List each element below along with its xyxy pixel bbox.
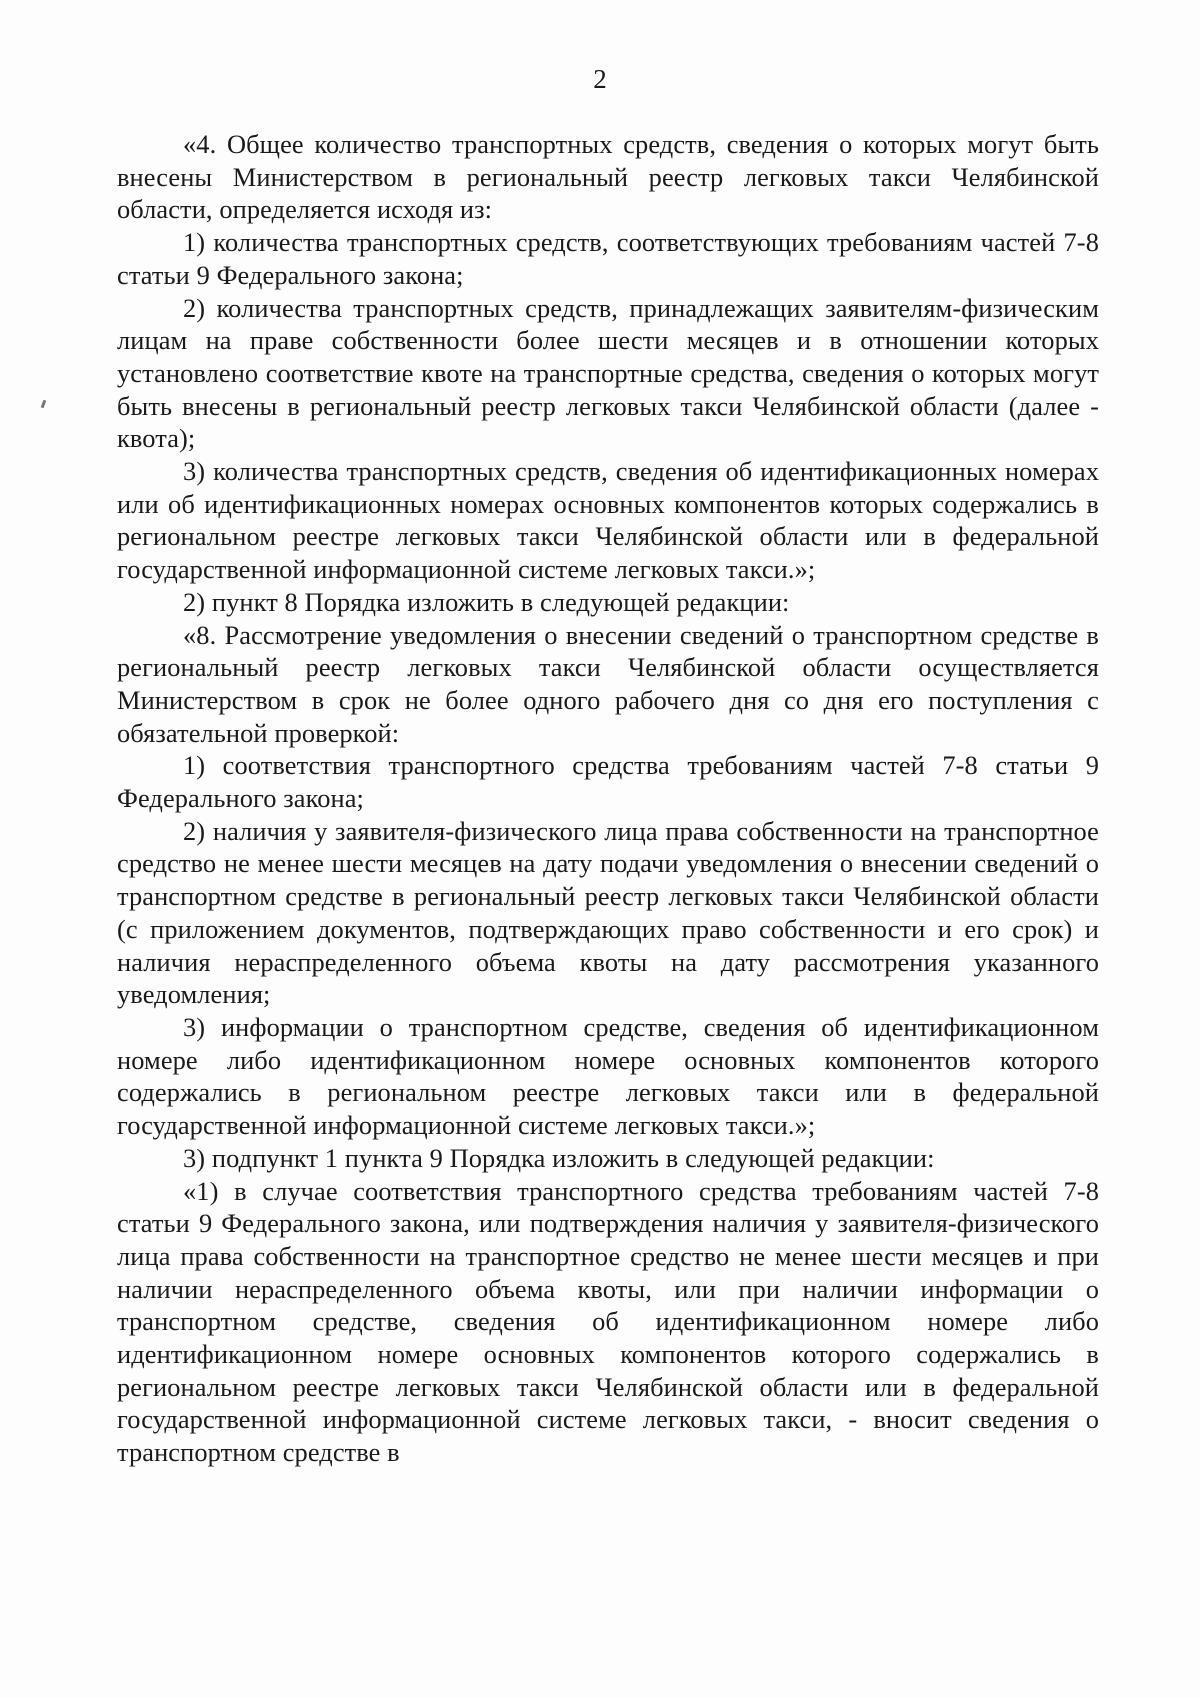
paragraph-subitem-2: 2) количества транспортных средств, принадлежащих заявителям-физическим лицам на праве собственности более шести месяцев и в отношении которых установлено соответствие квоте на транспортные средства, сведения о которых могут быть внесены в региональный реестр легковых такси Челябинской области (далее - квота);: [117, 292, 1099, 454]
margin-mark: [41, 400, 47, 409]
document-body: [117, 128, 1099, 1469]
paragraph-check-3: 3) информации о транспортном средстве, сведения об идентификационном номере либо идентификационном номере основных компонентов которого содержались в региональном реестре легковых такси или в федеральной государственной информационной системе легковых такси.»;: [117, 1011, 1099, 1141]
paragraph-item-4-quota: «4. Общее количество транспортных средств, сведения о которых могут быть внесены Министерством в региональный реестр легковых такси Челябинской области, определяется исходя из:: [117, 129, 1099, 225]
page-number: 2: [593, 64, 607, 94]
paragraph-subitem-1: 1) количества транспортных средств, соответствующих требованиям частей 7-8 статьи 9 Федерального закона;: [117, 227, 1099, 290]
paragraph-amendment-2: 2) пункт 8 Порядка изложить в следующей редакции:: [183, 586, 790, 617]
paragraph-amendment-3: 3) подпункт 1 пункта 9 Порядка изложить в следующей редакции:: [183, 1142, 935, 1173]
paragraph-item-8-review: «8. Рассмотрение уведомления о внесении сведений о транспортном средстве в региональный реестр легковых такси Челябинской области осуществляется Министерством в срок не более одного рабочего дня со дня его поступления с обязательной проверкой:: [117, 619, 1099, 748]
paragraph-check-2: 2) наличия у заявителя-физического лица права собственности на транспортное средство не менее шести месяцев на дату подачи уведомления о внесении сведений о транспортном средстве в региональный реестр легковых такси Челябинской области (с приложением документов, подтверждающих право собственности и его срок) и наличия нераспределенного объема квоты на дату рассмотрения указанного уведомления;: [117, 815, 1099, 1010]
paragraph-subitem-1-new: «1) в случае соответствия транспортного средства требованиям частей 7-8 статьи 9 Федерального закона, или подтверждения наличия у заявителя-физического лица права собственности на транспортное средство не менее шести месяцев и при наличии нераспределенного объема квоты, или при наличии информации о транспортном средстве, сведения об идентификационном номере либо идентификационном номере основных компонентов которого содержались в региональном реестре легковых такси Челябинской области или в федеральной государственной информационной системе легковых такси, - вносит сведения о транспортном средстве в: [117, 1175, 1099, 1468]
paragraph-check-1: 1) соответствия транспортного средства требованиям частей 7-8 статьи 9 Федерального закона;: [117, 750, 1099, 814]
paragraph-subitem-3: 3) количества транспортных средств, сведения об идентификационных номерах или об идентификационных номерах основных компонентов которых содержались в региональном реестре легковых такси Челябинской области или в федеральной государственной информационной системе легковых такси.»;: [117, 456, 1099, 585]
